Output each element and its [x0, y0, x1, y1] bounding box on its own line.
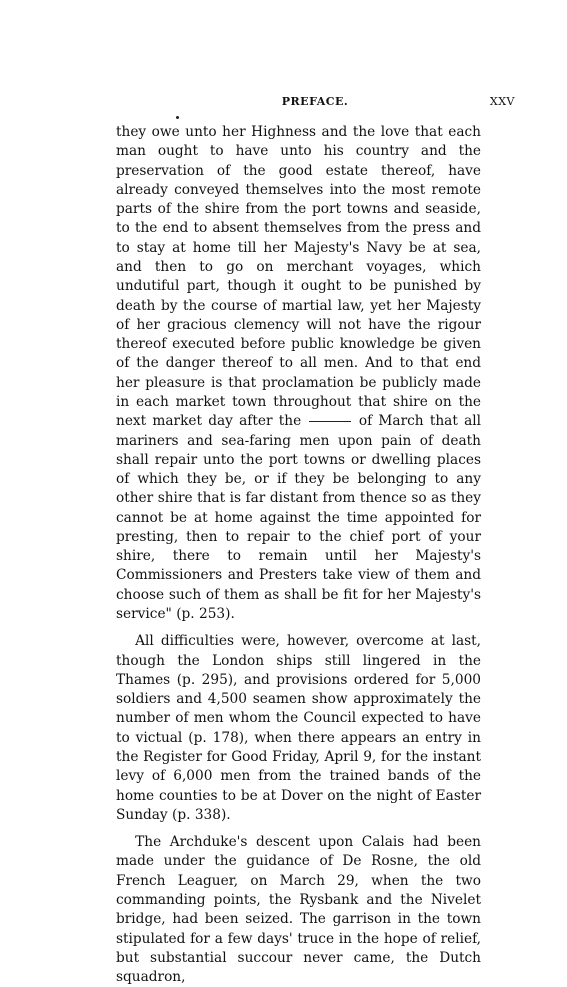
page-header — [115, 95, 515, 111]
running-head: PREFACE. — [281, 95, 349, 108]
ink-speck — [176, 116, 179, 119]
page-number: XXV — [489, 95, 515, 108]
paragraph: The Archduke's descent upon Calais had been made under the guidance of De Rosne, the old French Leaguer, on March 29, when the two commanding points, the Rysbank and the Nivelet bridge, had been seized. The garrison in the town stipulated for a few days' truce in the hope of relief, but substantial succour never came, the Dutch squadron, — [116, 834, 481, 986]
paragraph-text: they owe unto her Highness and the love that each man ought to have unto his country and the preservation of the good estate thereof, have already conveyed themselves into the most remote parts of the shire from the port towns and seaside, to the end to absent themselves from the press and to stay at home till her Majesty's Navy be at sea, and then to go on merchant voyages, which undutiful part, though it ought to be punished by death by the course of martial law, yet her Majesty of her gracious clemency will not have the rigour thereof executed before public knowledge be given of the danger thereof to all men. And to that end her pleasure is that proclamation be publicly made in each market town throughout that shire on the next market day after the — [116, 124, 481, 430]
paragraph-text: of March that all mariners and sea-faring men upon pain of death shall repair unto the port towns or dwelling places of which they be, or if they be belonging to any other shire that is far distant from thence so as they cannot be at home against the time appointed for presting, then to repair to the chief port of your shire, there to remain until her Majesty's Commissioners and Presters take view of them and choose such of them as shall be fit for her Majesty's service" (p. 253). — [116, 413, 482, 623]
paragraph-continued — [116, 123, 481, 624]
blank-date-line — [309, 421, 350, 422]
paragraph: All difficulties were, however, overcome at last, though the London ships still lingered in the Thames (p. 295), and provisions ordered for 5,000 soldiers and 4,500 seamen show approximately the number of men whom the Council expected to have to victual (p. 178), when there appears an entry in the Register for Good Friday, April 9, for the instant levy of 6,000 men from the trained bands of the home counties to be at Dover on the night of Easter Sunday (p. 338). — [116, 633, 481, 823]
body-text — [116, 123, 481, 987]
